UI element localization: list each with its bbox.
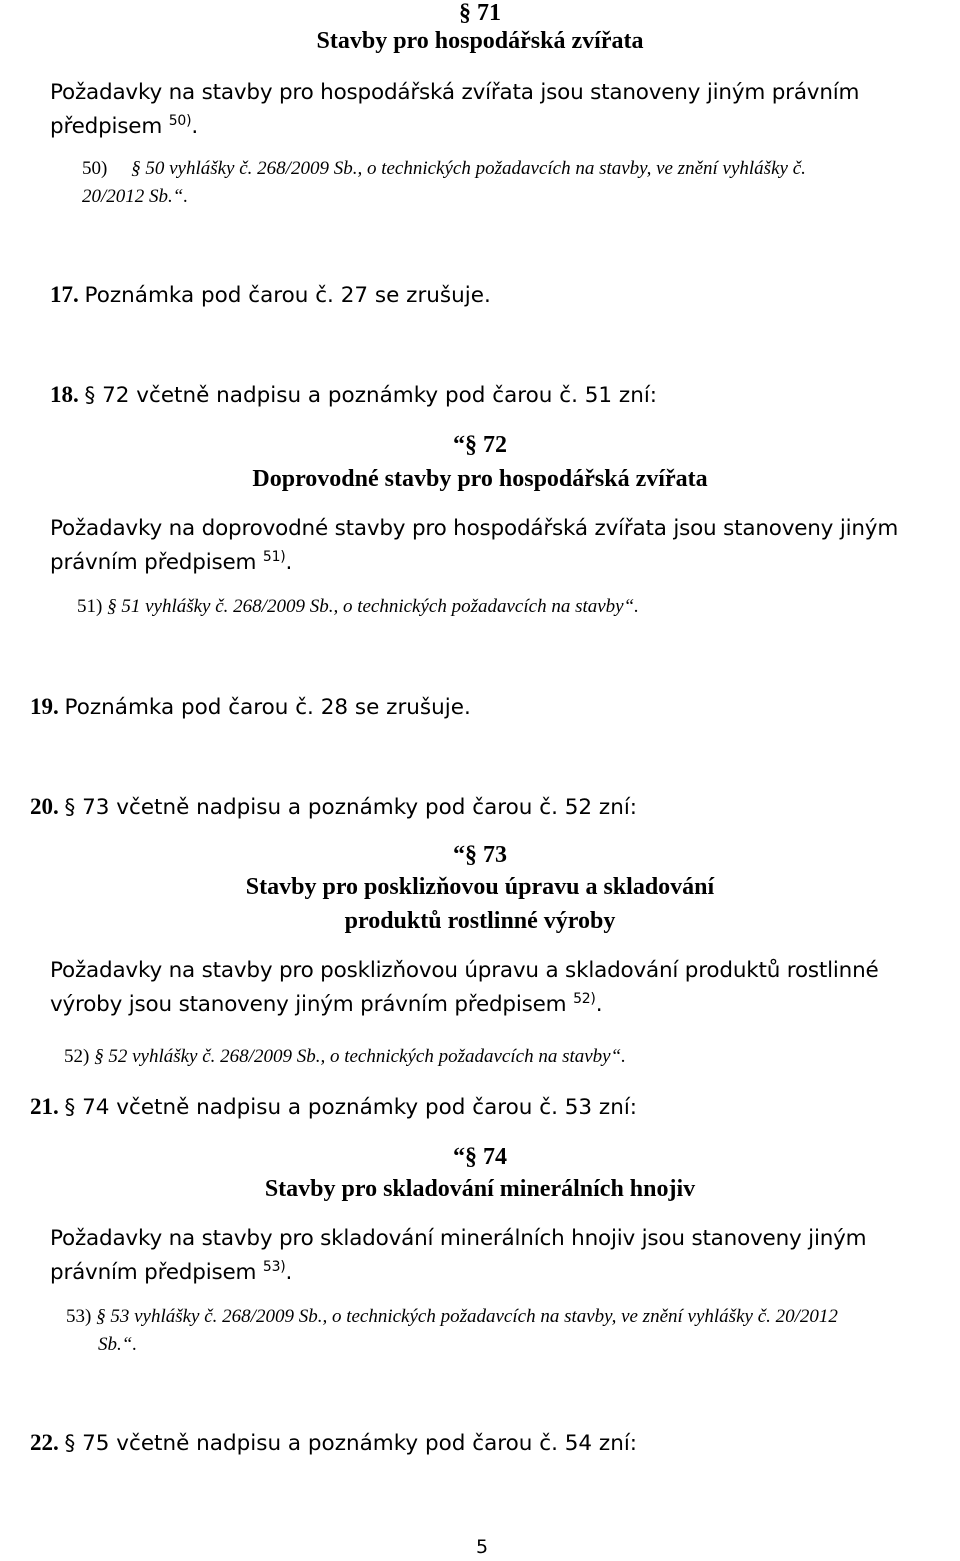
footnote-ref-50: 50): [168, 112, 192, 129]
item-20: 20. § 73 včetně nadpisu a poznámky pod čarou č. 52 zní:: [30, 794, 638, 820]
item-18: 18. § 72 včetně nadpisu a poznámky pod čarou č. 51 zní:: [50, 382, 658, 408]
footnote-51: 51) § 51 vyhlášky č. 268/2009 Sb., o technických požadavcích na stavby“.: [77, 596, 639, 617]
footnote-ref-52: 52): [573, 990, 596, 1007]
section-71-text-line1: Požadavky na stavby pro hospodářská zvířata jsou stanoveny jiným právním: [50, 80, 860, 105]
section-71-text-line2: předpisem $^{50)}$.: [50, 112, 198, 139]
item-19: 19. Poznámka pod čarou č. 28 se zrušuje.: [30, 694, 471, 720]
section-72-number: “§ 72: [453, 432, 507, 458]
section-73-title-line2: produktů rostlinné výroby: [344, 908, 616, 934]
section-74-text-line2: právním předpisem $^{53)}$.: [50, 1258, 293, 1285]
section-74-number: “§ 74: [453, 1144, 507, 1170]
section-74-text-line1: Požadavky na stavby pro skladování minerálních hnojiv jsou stanoveny jiným: [50, 1226, 867, 1251]
footnote-ref-51: 51): [262, 548, 286, 565]
footnote-50: 50) § 50 vyhlášky č. 268/2009 Sb., o technických požadavcích na stavby, ve znění vyhlášky č.: [82, 158, 806, 179]
section-72-text-line1: Požadavky na doprovodné stavby pro hospodářská zvířata jsou stanoveny jiným: [50, 516, 899, 541]
section-72-title: Doprovodné stavby pro hospodářská zvířata: [252, 466, 708, 492]
section-73-number: “§ 73: [453, 842, 507, 868]
item-22: 22. § 75 včetně nadpisu a poznámky pod čarou č. 54 zní:: [30, 1430, 638, 1456]
footnote-ref-53: 53): [262, 1258, 286, 1275]
section-72-text-line2: právním předpisem $^{51)}$.: [50, 548, 293, 575]
footnote-52: 52) § 52 vyhlášky č. 268/2009 Sb., o technických požadavcích na stavby“.: [64, 1046, 626, 1067]
page-number: 5: [476, 1536, 489, 1558]
footnote-50-line2: 20/2012 Sb.“.: [82, 186, 189, 207]
section-73-text-line1: Požadavky na stavby pro posklizňovou úpravu a skladování produktů rostlinné: [50, 958, 879, 983]
item-17: 17. Poznámka pod čarou č. 27 se zrušuje.: [50, 282, 491, 308]
footnote-53: 53) § 53 vyhlášky č. 268/2009 Sb., o technických požadavcích na stavby, ve znění vyhlášky č. 20/2012: [66, 1306, 838, 1327]
item-21: 21. § 74 včetně nadpisu a poznámky pod čarou č. 53 zní:: [30, 1094, 638, 1120]
section-71-number: § 71: [459, 0, 501, 26]
section-74-title: Stavby pro skladování minerálních hnojiv: [264, 1176, 696, 1202]
section-71-title: Stavby pro hospodářská zvířata: [316, 28, 644, 54]
section-73-text-line2: výroby jsou stanoveny jiným právním předpisem $^{52)}$.: [50, 990, 603, 1017]
section-73-title-line1: Stavby pro posklizňovou úpravu a skladování: [245, 874, 715, 900]
footnote-53-line2: Sb.“.: [98, 1334, 138, 1355]
